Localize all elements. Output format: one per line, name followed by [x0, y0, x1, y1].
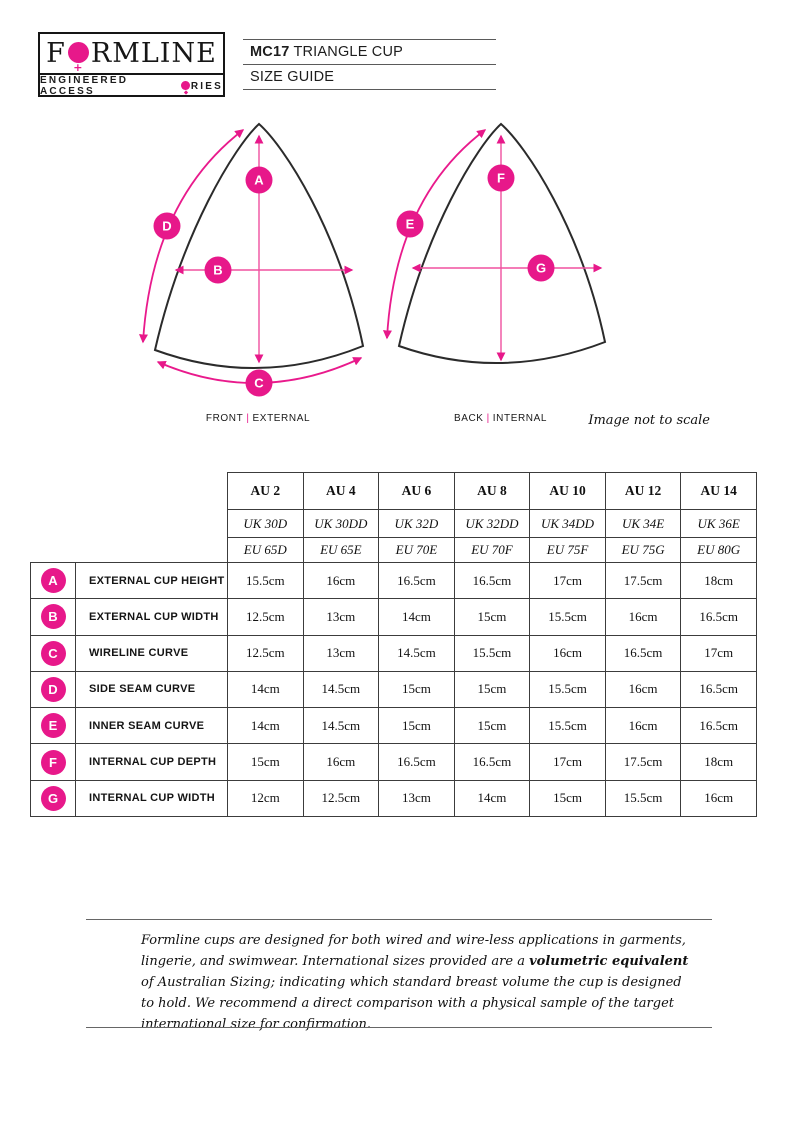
front-diagram-caption	[138, 413, 378, 424]
footer-text-part1: Formline cups are designed for both wired and wire-less applications in garments, lingerie, and swimwear. International sizes provided are a	[141, 933, 686, 970]
au-size-header: AU 8	[455, 473, 531, 510]
front-cup-diagram	[138, 116, 378, 408]
formline-logo	[38, 32, 225, 97]
marker-g-badge: G	[41, 786, 66, 811]
measurement-value: 15cm	[530, 781, 606, 817]
measurement-value: 16cm	[606, 672, 682, 708]
measurement-value: 15cm	[379, 708, 455, 744]
measurement-value: 12.5cm	[304, 781, 380, 817]
measurement-value: 17cm	[530, 744, 606, 780]
measurement-value: 15.5cm	[530, 672, 606, 708]
footer-divider-bottom	[86, 1027, 712, 1028]
row-marker-cell	[31, 563, 76, 599]
uk-size-header: UK 34DD	[530, 510, 606, 538]
uk-size-header: UK 36E	[681, 510, 757, 538]
measurement-value: 12cm	[228, 781, 304, 817]
page-subtitle: SIZE GUIDE	[243, 65, 496, 90]
marker-e-badge: E	[41, 713, 66, 738]
measurement-value: 16cm	[530, 636, 606, 672]
measurement-value: 14cm	[228, 708, 304, 744]
row-label: INNER SEAM CURVE	[76, 708, 228, 744]
eu-size-header: EU 65D	[228, 538, 304, 563]
logo-text-prefix: F	[46, 38, 66, 69]
page-title	[243, 40, 496, 65]
marker-e-badge	[397, 211, 424, 238]
measurement-value: 15cm	[455, 708, 531, 744]
marker-e-letter: E	[405, 216, 415, 232]
caption-divider: |	[246, 413, 250, 424]
logo-tagline	[40, 75, 223, 97]
size-header-table	[227, 472, 757, 563]
measurement-value: 18cm	[681, 563, 757, 599]
marker-b-letter: B	[213, 262, 223, 278]
document-title-block	[243, 39, 496, 90]
au-size-header: AU 12	[606, 473, 682, 510]
measurement-value: 16.5cm	[379, 563, 455, 599]
measurement-value: 16cm	[606, 708, 682, 744]
uk-size-header: UK 30D	[228, 510, 304, 538]
marker-a-letter: A	[254, 172, 264, 188]
measurement-value: 15cm	[379, 672, 455, 708]
row-marker-cell	[31, 599, 76, 635]
measurement-value: 14.5cm	[304, 708, 380, 744]
caption-divider: |	[486, 413, 490, 424]
back-caption-label: BACK	[453, 413, 484, 424]
front-caption-sublabel: EXTERNAL	[252, 413, 311, 424]
marker-c-letter: C	[254, 375, 264, 391]
measurement-value: 15.5cm	[606, 781, 682, 817]
measurement-value: 15.5cm	[228, 563, 304, 599]
measurement-value: 14.5cm	[304, 672, 380, 708]
uk-size-header: UK 34E	[606, 510, 682, 538]
marker-c-badge: C	[41, 641, 66, 666]
au-size-header: AU 6	[379, 473, 455, 510]
back-caption-sublabel: INTERNAL	[492, 413, 548, 424]
measurement-value: 16cm	[304, 563, 380, 599]
marker-d-letter: D	[162, 218, 172, 234]
au-size-header: AU 10	[530, 473, 606, 510]
product-code: MC17	[250, 44, 290, 60]
row-label: EXTERNAL CUP WIDTH	[76, 599, 228, 635]
row-marker-cell	[31, 781, 76, 817]
measurement-value: 15.5cm	[455, 636, 531, 672]
marker-f-letter: F	[497, 170, 505, 186]
marker-b-badge: B	[41, 604, 66, 629]
logo-text-suffix: RMLINE	[90, 38, 217, 69]
measurement-value: 18cm	[681, 744, 757, 780]
measurement-value: 14cm	[455, 781, 531, 817]
logo-wordmark	[40, 34, 223, 75]
row-marker-cell	[31, 672, 76, 708]
measurement-value: 14cm	[228, 672, 304, 708]
measurement-value: 16.5cm	[681, 599, 757, 635]
row-marker-cell	[31, 744, 76, 780]
measurement-value: 17.5cm	[606, 563, 682, 599]
front-caption-label: FRONT	[205, 413, 244, 424]
eu-size-header: EU 80G	[681, 538, 757, 563]
measurement-table	[30, 562, 757, 817]
footer-text-bold: volumetric equivalent	[529, 954, 689, 970]
marker-a-badge: A	[41, 568, 66, 593]
measurement-value: 13cm	[304, 599, 380, 635]
row-label: WIRELINE CURVE	[76, 636, 228, 672]
uk-size-header: UK 30DD	[304, 510, 380, 538]
row-label: SIDE SEAM CURVE	[76, 672, 228, 708]
measurement-value: 15cm	[455, 672, 531, 708]
row-marker-cell	[31, 708, 76, 744]
row-label: INTERNAL CUP DEPTH	[76, 744, 228, 780]
marker-g-letter: G	[535, 260, 547, 276]
au-size-header: AU 2	[228, 473, 304, 510]
measurement-value: 15cm	[228, 744, 304, 780]
cup-outline	[399, 124, 605, 363]
scale-note: Image not to scale	[588, 413, 710, 428]
back-cup-diagram	[383, 116, 618, 406]
row-label: INTERNAL CUP WIDTH	[76, 781, 228, 817]
row-label: EXTERNAL CUP HEIGHT	[76, 563, 228, 599]
uk-size-header: UK 32D	[379, 510, 455, 538]
logo-o-balloon-icon	[68, 42, 89, 63]
measurement-value: 14.5cm	[379, 636, 455, 672]
measurement-value: 16.5cm	[606, 636, 682, 672]
eu-size-header: EU 75F	[530, 538, 606, 563]
row-marker-cell	[31, 636, 76, 672]
measurement-value: 12.5cm	[228, 636, 304, 672]
measurement-value: 12.5cm	[228, 599, 304, 635]
eu-size-header: EU 70F	[455, 538, 531, 563]
measurement-value: 16cm	[606, 599, 682, 635]
eu-size-header: EU 70E	[379, 538, 455, 563]
measurement-value: 13cm	[304, 636, 380, 672]
uk-size-header: UK 32DD	[455, 510, 531, 538]
footer-text-part2: of Australian Sizing; indicating which standard breast volume the cup is designed to hold. We recommend a direct comparison with a physical sample of the target international size for confirmation.	[141, 975, 682, 1033]
measurement-value: 17cm	[530, 563, 606, 599]
tagline-o-dot-icon	[181, 81, 190, 90]
marker-f-badge: F	[41, 750, 66, 775]
measurement-value: 15cm	[455, 599, 531, 635]
footer-divider-top	[86, 919, 712, 920]
au-size-header: AU 4	[304, 473, 380, 510]
marker-d-badge	[154, 213, 181, 240]
measurement-value: 16cm	[681, 781, 757, 817]
marker-d-badge: D	[41, 677, 66, 702]
au-size-header: AU 14	[681, 473, 757, 510]
eu-size-header: EU 65E	[304, 538, 380, 563]
measurement-value: 16cm	[304, 744, 380, 780]
measurement-value: 16.5cm	[681, 672, 757, 708]
measurement-value: 13cm	[379, 781, 455, 817]
measurement-value: 16.5cm	[379, 744, 455, 780]
tagline-text-suffix: RIES	[190, 80, 223, 92]
marker-a-badge	[246, 167, 273, 194]
measurement-value: 17cm	[681, 636, 757, 672]
measurement-value: 15.5cm	[530, 708, 606, 744]
measurement-value: 14cm	[379, 599, 455, 635]
measurement-value: 17.5cm	[606, 744, 682, 780]
measurement-value: 16.5cm	[681, 708, 757, 744]
measurement-value: 16.5cm	[455, 563, 531, 599]
tagline-text-prefix: ENGINEERED ACCESS	[40, 75, 129, 97]
marker-f-badge	[488, 165, 515, 192]
measurement-value: 15.5cm	[530, 599, 606, 635]
measurement-value: 16.5cm	[455, 744, 531, 780]
footer-note	[141, 930, 693, 1035]
marker-g-badge	[528, 255, 555, 282]
product-name: TRIANGLE CUP	[293, 44, 404, 60]
eu-size-header: EU 75G	[606, 538, 682, 563]
marker-c-badge	[246, 370, 273, 397]
marker-b-badge	[205, 257, 232, 284]
